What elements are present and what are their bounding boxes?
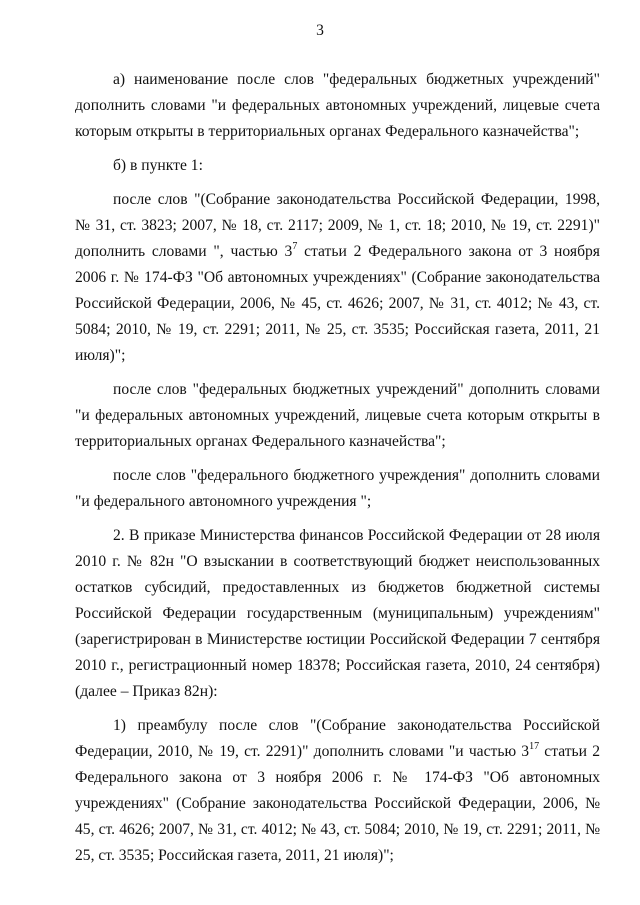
superscript: 17 (529, 741, 540, 752)
paragraph-p2 (75, 153, 600, 179)
text-run: а) наименование после слов "федеральных бюджетных учреждений" дополнить словами "и федеральных автономных учреждений, лицевые счета которым открыты в территориальных органах Федерального казначейства"; (75, 71, 600, 140)
superscript: 7 (292, 241, 298, 252)
text-run: после слов "федерального бюджетного учреждения" дополнить словами "и федерального автономного учреждения "; (75, 467, 600, 510)
paragraph-p4 (75, 377, 600, 455)
page-number: 3 (316, 22, 324, 39)
text-run: статьи 2 Федерального закона от 3 ноября 2006 г. № 174-ФЗ "Об автономных учреждениях" (Собрание законодательства Российской Федерации, 2006, № 45, ст. 4626; 2007, № 31, ст. 4012; № 43, ст. 5084; 2010, № 19, ст. 2291; 2011, № 25, ст. 3535; Российская газета, 2011, 21 июля)"; (75, 243, 600, 364)
document-body (75, 67, 600, 869)
text-run: после слов "(Собрание законодательства Российской Федерации, 1998, № 31, ст. 3823; 2007, № 18, ст. 2117; 2009, № 1, ст. 18; 2010, № 19, ст. 2291)" дополнить словами ", частью 3 (75, 191, 600, 260)
paragraph-p5 (75, 463, 600, 515)
text-run: 1) преамбулу после слов "(Собрание законодательства Российской Федерации, 2010, № 19, ст. 2291)" дополнить словами "и частью 3 (75, 717, 600, 760)
paragraph-p3 (75, 187, 600, 369)
text-run: статьи 2 Федерального закона от 3 ноября 2006 г. № 174-ФЗ "Об автономных учреждениях" (Собрание законодательства Российской Федерации, 2006, № 45, ст. 4626; 2007, № 31, ст. 4012; № 43, ст. 5084; 2010, № 19, ст. 2291; 2011, № 25, ст. 3535; Российская газета, 2011, 21 июля)"; (75, 743, 600, 864)
text-run: 2. В приказе Министерства финансов Российской Федерации от 28 июля 2010 г. № 82н "О взыскании в соответствующий бюджет неиспользованных остатков субсидий, предоставленных из бюджетов бюджетной системы Российской Федерации государственным (муниципальным) учреждениям" (зарегистрирован в Министерстве юстиции Российской Федерации 7 сентября 2010 г., регистрационный номер 18378; Российская газета, 2010, 24 сентября) (далее – Приказ 82н): (75, 527, 600, 700)
paragraph-p1 (75, 67, 600, 145)
text-run: после слов "федеральных бюджетных учреждений" дополнить словами "и федеральных автономных учреждений, лицевые счета которым открыты в территориальных органах Федерального казначейства"; (75, 381, 600, 450)
text-run: б) в пункте 1: (113, 157, 203, 174)
paragraph-p6 (75, 523, 600, 705)
paragraph-p7 (75, 713, 600, 869)
